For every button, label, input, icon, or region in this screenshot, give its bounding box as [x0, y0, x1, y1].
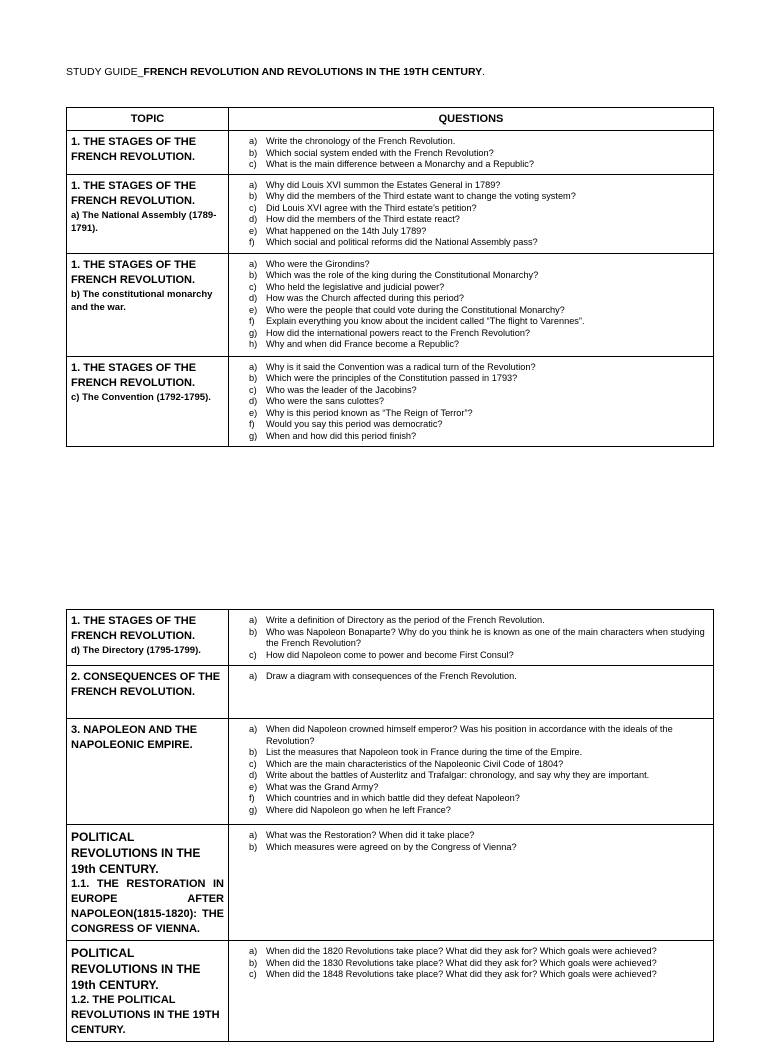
question-letter: c)	[249, 969, 257, 979]
question-letter: e)	[249, 304, 258, 315]
questions-cell	[229, 941, 714, 1042]
questions-cell	[229, 719, 714, 825]
question-text: Write about the battles of Austerlitz and Trafalgar: chronology, and say why they are important.	[266, 770, 650, 780]
question-letter: h)	[249, 339, 258, 349]
question-text: Why did Louis XVI summon the Estates General in 1789?	[266, 179, 501, 190]
title-main: FRENCH REVOLUTION AND REVOLUTIONS IN THE 19TH CENTURY	[143, 66, 483, 78]
question-letter: g)	[249, 430, 258, 441]
table-row	[67, 719, 714, 825]
question-item	[233, 793, 709, 805]
topic-subtitle: a) The National Assembly (1789-1791).	[71, 209, 217, 234]
table-row	[67, 666, 714, 719]
question-text: When and how did this period finish?	[266, 430, 417, 441]
question-list	[233, 724, 709, 816]
questions-header: QUESTIONS	[229, 108, 714, 131]
question-text: Which are the main characteristics of the Napoleonic Civil Code of 1804?	[266, 758, 564, 769]
question-text: Why is it said the Convention was a radical turn of the Revolution?	[266, 361, 536, 372]
table-1-body	[67, 131, 714, 447]
questions-cell	[229, 666, 714, 719]
question-item	[233, 282, 709, 294]
question-list	[233, 946, 709, 981]
questions-cell	[229, 356, 714, 446]
question-item	[233, 946, 709, 958]
question-item	[233, 259, 709, 271]
question-text: When did Napoleon crowned himself emperor? Was his position in accordance with the ideals of the Revolution?	[266, 724, 673, 746]
topic-title: 1. THE STAGES OF THE FRENCH REVOLUTION.	[71, 136, 197, 163]
question-text: When did the 1848 Revolutions take place? What did they ask for? Which goals were achieved?	[266, 969, 657, 979]
topic-cell	[67, 719, 229, 825]
question-item	[233, 419, 709, 431]
question-item	[233, 842, 709, 854]
question-letter: e)	[249, 225, 258, 236]
question-text: Which social and political reforms did the National Assembly pass?	[266, 237, 538, 247]
question-letter: c)	[249, 281, 257, 292]
question-text: How was the Church affected during this period?	[266, 293, 464, 303]
question-item	[233, 214, 709, 226]
topic-cell	[67, 610, 229, 666]
topic-title: 1. THE STAGES OF THE FRENCH REVOLUTION.	[71, 361, 197, 389]
question-text: Who was Napoleon Bonaparte? Why do you think he is known as one of the main characters when studying the French Revolution?	[266, 626, 705, 648]
question-letter: f)	[249, 316, 255, 326]
table-2-body	[67, 610, 714, 1042]
question-text: What happened on the 14th July 1789?	[266, 225, 427, 236]
question-item	[233, 724, 709, 747]
question-item	[233, 148, 709, 160]
table-row	[67, 941, 714, 1042]
question-item	[233, 431, 709, 443]
question-letter: b)	[249, 747, 258, 757]
question-item	[233, 830, 709, 842]
table-row	[67, 174, 714, 253]
question-item	[233, 385, 709, 397]
question-text: Which was the role of the king during the Constitutional Monarchy?	[266, 270, 539, 280]
question-text: What is the main difference between a Monarchy and a Republic?	[266, 159, 534, 169]
question-text: Did Louis XVI agree with the Third estate’s petition?	[266, 202, 477, 213]
question-letter: a)	[249, 615, 258, 625]
question-text: What was the Grand Army?	[266, 781, 379, 792]
topic-title: 1. THE STAGES OF THE FRENCH REVOLUTION.	[71, 615, 197, 642]
question-letter: a)	[249, 136, 258, 146]
question-text: Why did the members of the Third estate want to change the voting system?	[266, 191, 576, 201]
question-letter: a)	[249, 724, 258, 734]
question-letter: a)	[249, 258, 258, 269]
question-letter: b)	[249, 373, 258, 383]
question-item	[233, 159, 709, 171]
question-item	[233, 615, 709, 627]
topic-cell	[67, 253, 229, 356]
question-letter: g)	[249, 327, 258, 338]
question-text: Write the chronology of the French Revolution.	[266, 136, 456, 146]
question-letter: f)	[249, 419, 255, 429]
question-list	[233, 180, 709, 249]
question-letter: a)	[249, 671, 258, 681]
question-list	[233, 136, 709, 171]
question-letter: c)	[249, 384, 257, 395]
question-letter: b)	[249, 957, 258, 968]
question-item	[233, 316, 709, 328]
question-letter: e)	[249, 407, 258, 418]
table-row	[67, 825, 714, 941]
question-item	[233, 270, 709, 282]
question-letter: d)	[249, 396, 258, 406]
question-letter: c)	[249, 758, 257, 769]
question-text: How did the international powers react to the French Revolution?	[266, 327, 531, 338]
question-text: How did Napoleon come to power and become First Consul?	[266, 649, 514, 660]
question-text: Who were the Girondins?	[266, 258, 370, 269]
question-text: Who was the leader of the Jacobins?	[266, 384, 417, 395]
topic-cell	[67, 356, 229, 446]
question-item	[233, 671, 709, 683]
question-item	[233, 805, 709, 817]
question-item	[233, 339, 709, 351]
question-letter: b)	[249, 626, 258, 637]
question-text: Which measures were agreed on by the Congress of Vienna?	[266, 841, 517, 852]
question-item	[233, 747, 709, 759]
question-text: Where did Napoleon go when he left France?	[266, 804, 451, 815]
question-letter: d)	[249, 293, 258, 303]
question-list	[233, 830, 709, 853]
question-text: Would you say this period was democratic?	[266, 419, 443, 429]
study-guide-table-2	[66, 609, 714, 1042]
question-item	[233, 226, 709, 238]
question-item	[233, 305, 709, 317]
question-item	[233, 627, 709, 650]
topic-title: 3. NAPOLEON AND THE NAPOLEONIC EMPIRE.	[71, 724, 198, 751]
question-item	[233, 203, 709, 215]
question-text: Which were the principles of the Constitution passed in 1793?	[266, 373, 518, 383]
question-item	[233, 650, 709, 662]
question-letter: a)	[249, 946, 258, 956]
question-letter: d)	[249, 770, 258, 780]
question-list	[233, 259, 709, 351]
study-guide-table-1	[66, 107, 714, 447]
question-item	[233, 328, 709, 340]
question-item	[233, 191, 709, 203]
topic-title: POLITICAL REVOLUTIONS IN THE 19th CENTURY.	[71, 946, 201, 992]
topic-title: 1. THE STAGES OF THE FRENCH REVOLUTION.	[71, 179, 197, 207]
question-text: Which countries and in which battle did they defeat Napoleon?	[266, 793, 520, 803]
question-letter: c)	[249, 202, 257, 213]
topic-cell	[67, 941, 229, 1042]
question-letter: f)	[249, 793, 255, 803]
questions-cell	[229, 253, 714, 356]
question-text: Which social system ended with the French Revolution?	[266, 147, 494, 158]
topic-cell	[67, 666, 229, 719]
questions-cell	[229, 610, 714, 666]
question-item	[233, 782, 709, 794]
topic-subtitle: b) The constitutional monarchy and the war.	[71, 288, 213, 313]
question-letter: b)	[249, 270, 258, 280]
question-item	[233, 770, 709, 782]
page-title	[66, 66, 485, 78]
questions-cell	[229, 131, 714, 175]
question-letter: g)	[249, 804, 258, 815]
question-text: When did the 1820 Revolutions take place? What did they ask for? Which goals were achieved?	[266, 946, 657, 956]
topic-cell	[67, 825, 229, 941]
question-item	[233, 362, 709, 374]
question-item	[233, 136, 709, 148]
topic-subtitle: 1.2. THE POLITICAL REVOLUTIONS IN THE 19TH CENTURY.	[71, 994, 220, 1036]
question-letter: c)	[249, 159, 257, 169]
topic-header: TOPIC	[67, 108, 229, 131]
question-text: Write a definition of Directory as the period of the French Revolution.	[266, 615, 545, 625]
table-row	[67, 610, 714, 666]
question-list	[233, 362, 709, 443]
title-prefix: STUDY GUIDE_	[66, 66, 144, 78]
question-item	[233, 396, 709, 408]
question-letter: b)	[249, 147, 258, 158]
question-text: Who were the people that could vote during the Constitutional Monarchy?	[266, 304, 565, 315]
question-item	[233, 293, 709, 305]
question-text: When did the 1830 Revolutions take place? What did they ask for? Which goals were achieved?	[266, 957, 657, 968]
topic-subtitle: d) The Directory (1795-1799).	[71, 645, 201, 656]
question-text: Draw a diagram with consequences of the French Revolution.	[266, 671, 517, 681]
question-text: What was the Restoration? When did it take place?	[266, 830, 475, 840]
title-suffix: .	[482, 66, 486, 78]
question-item	[233, 759, 709, 771]
question-text: How did the members of the Third estate react?	[266, 214, 460, 224]
question-text: Why is this period known as “The Reign of Terror”?	[266, 407, 473, 418]
table-row	[67, 356, 714, 446]
question-list	[233, 671, 709, 683]
question-text: Who were the sans culottes?	[266, 396, 384, 406]
question-letter: a)	[249, 179, 258, 190]
question-item	[233, 180, 709, 192]
table-row	[67, 253, 714, 356]
question-item	[233, 408, 709, 420]
topic-cell	[67, 131, 229, 175]
topic-cell	[67, 174, 229, 253]
question-text: Why and when did France become a Republic?	[266, 339, 460, 349]
topic-subtitle: c) The Convention (1792-1795).	[71, 391, 211, 403]
question-item	[233, 373, 709, 385]
question-letter: e)	[249, 781, 258, 792]
topic-title: 1. THE STAGES OF THE FRENCH REVOLUTION.	[71, 258, 197, 286]
question-text: Who held the legislative and judicial power?	[266, 281, 445, 292]
questions-cell	[229, 174, 714, 253]
question-letter: d)	[249, 214, 258, 224]
topic-title: 2. CONSEQUENCES OF THE FRENCH REVOLUTION.	[71, 671, 221, 698]
question-letter: f)	[249, 237, 255, 247]
table-row	[67, 131, 714, 175]
question-text: List the measures that Napoleon took in France during the time of the Empire.	[266, 747, 583, 757]
topic-title: POLITICAL REVOLUTIONS IN THE 19th CENTURY.	[71, 830, 201, 876]
question-letter: c)	[249, 649, 257, 660]
question-letter: a)	[249, 830, 258, 840]
question-letter: b)	[249, 841, 258, 852]
question-text: Explain everything you know about the incident called “The flight to Varennes”.	[266, 316, 585, 326]
table-header-row	[67, 108, 714, 131]
questions-cell	[229, 825, 714, 941]
question-letter: b)	[249, 191, 258, 201]
question-item	[233, 237, 709, 249]
question-list	[233, 615, 709, 661]
question-letter: a)	[249, 361, 258, 372]
question-item	[233, 969, 709, 981]
topic-subtitle: 1.1. THE RESTORATION IN EUROPE AFTER NAPOLEON(1815-1820): THE CONGRESS OF VIENNA.	[71, 878, 224, 935]
question-item	[233, 958, 709, 970]
